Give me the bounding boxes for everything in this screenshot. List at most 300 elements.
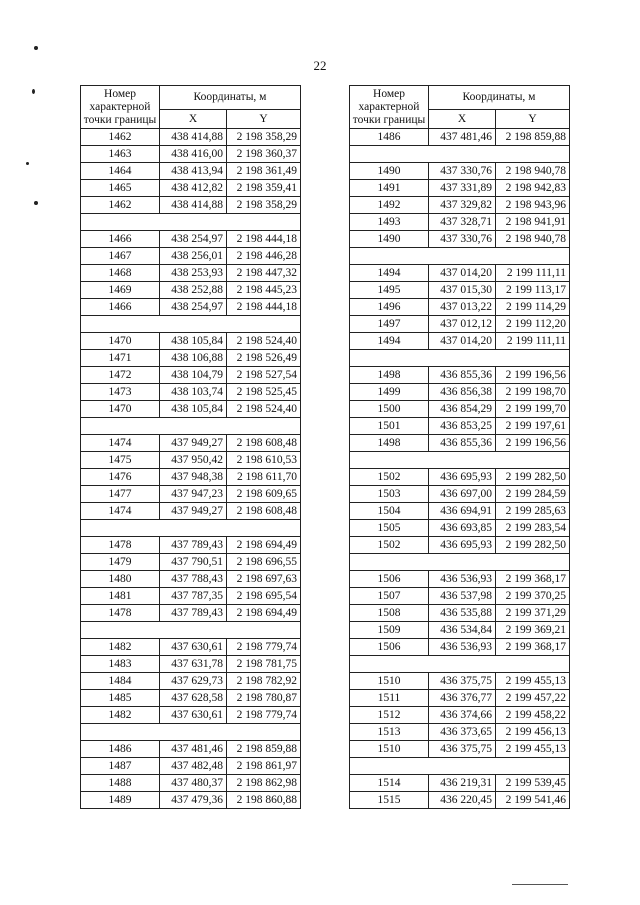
x-coordinate-cell: 436 854,29 (429, 401, 496, 418)
x-coordinate-cell: 437 789,43 (160, 537, 227, 554)
table-row (81, 486, 301, 503)
y-coordinate-cell: 2 199 368,17 (496, 639, 570, 656)
x-coordinate-cell: 438 104,79 (160, 367, 227, 384)
x-coordinate-cell: 438 254,97 (160, 299, 227, 316)
x-coordinate-cell: 437 480,37 (160, 775, 227, 792)
point-number-cell: 1474 (81, 435, 160, 452)
table-row (350, 486, 570, 503)
x-coordinate-cell: 437 014,20 (429, 333, 496, 350)
point-number-cell: 1500 (350, 401, 429, 418)
y-coordinate-cell: 2 198 524,40 (227, 401, 301, 418)
y-coordinate-cell: 2 198 359,41 (227, 180, 301, 197)
y-coordinate-cell: 2 199 197,61 (496, 418, 570, 435)
separator-cell (81, 520, 301, 537)
point-number-cell: 1501 (350, 418, 429, 435)
table-row (81, 129, 301, 146)
x-coordinate-cell: 437 629,73 (160, 673, 227, 690)
x-coordinate-cell: 438 106,88 (160, 350, 227, 367)
point-number-cell: 1470 (81, 401, 160, 418)
x-coordinate-cell: 438 413,94 (160, 163, 227, 180)
separator-cell (81, 724, 301, 741)
x-coordinate-cell: 436 535,88 (429, 605, 496, 622)
separator-row (350, 656, 570, 673)
table-row (81, 384, 301, 401)
coordinates-table-right (349, 85, 570, 809)
point-number-cell: 1482 (81, 639, 160, 656)
x-coordinate-cell: 437 481,46 (160, 741, 227, 758)
x-coordinate-cell: 437 631,78 (160, 656, 227, 673)
header-point-number: Номер характерной точки границы (350, 86, 429, 129)
table-row (81, 367, 301, 384)
point-number-cell: 1464 (81, 163, 160, 180)
separator-cell (350, 146, 570, 163)
point-number-cell: 1495 (350, 282, 429, 299)
point-number-cell: 1475 (81, 452, 160, 469)
separator-row (81, 724, 301, 741)
table-row (350, 282, 570, 299)
y-coordinate-cell: 2 198 940,78 (496, 163, 570, 180)
y-coordinate-cell: 2 198 779,74 (227, 639, 301, 656)
header-y: Y (227, 110, 301, 129)
y-coordinate-cell: 2 198 779,74 (227, 707, 301, 724)
x-coordinate-cell: 437 947,23 (160, 486, 227, 503)
y-coordinate-cell: 2 198 358,29 (227, 197, 301, 214)
table-row (81, 639, 301, 656)
y-coordinate-cell: 2 198 608,48 (227, 503, 301, 520)
table-row (350, 384, 570, 401)
table-row (81, 401, 301, 418)
x-coordinate-cell: 437 630,61 (160, 707, 227, 724)
separator-cell (81, 622, 301, 639)
x-coordinate-cell: 436 693,85 (429, 520, 496, 537)
table-row (81, 656, 301, 673)
table-row (350, 639, 570, 656)
table-row (350, 197, 570, 214)
margin-mark (34, 46, 38, 50)
y-coordinate-cell: 2 199 457,22 (496, 690, 570, 707)
y-coordinate-cell: 2 198 444,18 (227, 231, 301, 248)
point-number-cell: 1503 (350, 486, 429, 503)
point-number-cell: 1471 (81, 350, 160, 367)
y-coordinate-cell: 2 199 539,45 (496, 775, 570, 792)
x-coordinate-cell: 437 948,38 (160, 469, 227, 486)
margin-mark (26, 162, 29, 165)
y-coordinate-cell: 2 198 696,55 (227, 554, 301, 571)
point-number-cell: 1485 (81, 690, 160, 707)
y-coordinate-cell: 2 198 610,53 (227, 452, 301, 469)
x-coordinate-cell: 438 105,84 (160, 401, 227, 418)
x-coordinate-cell: 436 536,93 (429, 571, 496, 588)
table-row (81, 146, 301, 163)
separator-cell (81, 418, 301, 435)
table-row (81, 741, 301, 758)
y-coordinate-cell: 2 198 609,65 (227, 486, 301, 503)
point-number-cell: 1478 (81, 605, 160, 622)
y-coordinate-cell: 2 198 940,78 (496, 231, 570, 248)
table-row (81, 248, 301, 265)
table-row (350, 418, 570, 435)
table-row (81, 775, 301, 792)
table-row (81, 588, 301, 605)
table-row (350, 129, 570, 146)
table-row (350, 435, 570, 452)
separator-row (350, 758, 570, 775)
y-coordinate-cell: 2 198 358,29 (227, 129, 301, 146)
y-coordinate-cell: 2 199 455,13 (496, 741, 570, 758)
y-coordinate-cell: 2 198 361,49 (227, 163, 301, 180)
point-number-cell: 1473 (81, 384, 160, 401)
table-row (350, 520, 570, 537)
separator-cell (81, 316, 301, 333)
table-row (350, 214, 570, 231)
x-coordinate-cell: 437 329,82 (429, 197, 496, 214)
separator-cell (81, 214, 301, 231)
x-coordinate-cell: 438 256,01 (160, 248, 227, 265)
y-coordinate-cell: 2 199 196,56 (496, 367, 570, 384)
x-coordinate-cell: 438 254,97 (160, 231, 227, 248)
y-coordinate-cell: 2 199 282,50 (496, 469, 570, 486)
table-row (350, 707, 570, 724)
y-coordinate-cell: 2 198 781,75 (227, 656, 301, 673)
x-coordinate-cell: 438 103,74 (160, 384, 227, 401)
table-row (350, 741, 570, 758)
y-coordinate-cell: 2 199 282,50 (496, 537, 570, 554)
table-row (350, 792, 570, 809)
x-coordinate-cell: 438 105,84 (160, 333, 227, 350)
point-number-cell: 1510 (350, 673, 429, 690)
table-row (350, 367, 570, 384)
coordinates-table-left (80, 85, 301, 809)
table-row (81, 707, 301, 724)
x-coordinate-cell: 436 373,65 (429, 724, 496, 741)
y-coordinate-cell: 2 199 541,46 (496, 792, 570, 809)
y-coordinate-cell: 2 198 859,88 (496, 129, 570, 146)
x-coordinate-cell: 437 012,12 (429, 316, 496, 333)
table-row (81, 333, 301, 350)
separator-row (81, 316, 301, 333)
point-number-cell: 1477 (81, 486, 160, 503)
separator-cell (350, 656, 570, 673)
x-coordinate-cell: 438 414,88 (160, 197, 227, 214)
point-number-cell: 1512 (350, 707, 429, 724)
x-coordinate-cell: 437 790,51 (160, 554, 227, 571)
point-number-cell: 1467 (81, 248, 160, 265)
separator-row (350, 248, 570, 265)
point-number-cell: 1505 (350, 520, 429, 537)
point-number-cell: 1513 (350, 724, 429, 741)
point-number-cell: 1504 (350, 503, 429, 520)
y-coordinate-cell: 2 198 447,32 (227, 265, 301, 282)
y-coordinate-cell: 2 198 697,63 (227, 571, 301, 588)
point-number-cell: 1466 (81, 299, 160, 316)
y-coordinate-cell: 2 199 199,70 (496, 401, 570, 418)
point-number-cell: 1514 (350, 775, 429, 792)
y-coordinate-cell: 2 199 371,29 (496, 605, 570, 622)
y-coordinate-cell: 2 198 445,23 (227, 282, 301, 299)
table-row (350, 775, 570, 792)
point-number-cell: 1502 (350, 469, 429, 486)
x-coordinate-cell: 437 787,35 (160, 588, 227, 605)
point-number-cell: 1484 (81, 673, 160, 690)
table-row (350, 503, 570, 520)
x-coordinate-cell: 436 853,25 (429, 418, 496, 435)
table-row (350, 299, 570, 316)
separator-row (350, 554, 570, 571)
y-coordinate-cell: 2 199 458,22 (496, 707, 570, 724)
table-row (81, 231, 301, 248)
x-coordinate-cell: 438 253,93 (160, 265, 227, 282)
x-coordinate-cell: 437 628,58 (160, 690, 227, 707)
page-number: 22 (313, 58, 327, 73)
table-row (350, 333, 570, 350)
x-coordinate-cell: 437 949,27 (160, 435, 227, 452)
x-coordinate-cell: 437 630,61 (160, 639, 227, 656)
y-coordinate-cell: 2 198 694,49 (227, 605, 301, 622)
y-coordinate-cell: 2 198 608,48 (227, 435, 301, 452)
separator-row (350, 146, 570, 163)
point-number-cell: 1466 (81, 231, 160, 248)
point-number-cell: 1487 (81, 758, 160, 775)
point-number-cell: 1489 (81, 792, 160, 809)
margin-mark (32, 89, 35, 94)
point-number-cell: 1470 (81, 333, 160, 350)
x-coordinate-cell: 436 220,45 (429, 792, 496, 809)
point-number-cell: 1490 (350, 163, 429, 180)
point-number-cell: 1468 (81, 265, 160, 282)
x-coordinate-cell: 436 694,91 (429, 503, 496, 520)
y-coordinate-cell: 2 198 862,98 (227, 775, 301, 792)
y-coordinate-cell: 2 198 859,88 (227, 741, 301, 758)
y-coordinate-cell: 2 199 456,13 (496, 724, 570, 741)
separator-row (81, 622, 301, 639)
x-coordinate-cell: 437 013,22 (429, 299, 496, 316)
x-coordinate-cell: 438 414,88 (160, 129, 227, 146)
point-number-cell: 1462 (81, 129, 160, 146)
x-coordinate-cell: 437 328,71 (429, 214, 496, 231)
point-number-cell: 1472 (81, 367, 160, 384)
x-coordinate-cell: 436 856,38 (429, 384, 496, 401)
x-coordinate-cell: 436 375,75 (429, 673, 496, 690)
x-coordinate-cell: 438 252,88 (160, 282, 227, 299)
point-number-cell: 1506 (350, 571, 429, 588)
point-number-cell: 1511 (350, 690, 429, 707)
y-coordinate-cell: 2 199 455,13 (496, 673, 570, 690)
table-row (81, 469, 301, 486)
table-row (81, 690, 301, 707)
point-number-cell: 1494 (350, 333, 429, 350)
y-coordinate-cell: 2 198 526,49 (227, 350, 301, 367)
table-row (81, 350, 301, 367)
table-row (81, 792, 301, 809)
table-row (81, 197, 301, 214)
point-number-cell: 1506 (350, 639, 429, 656)
y-coordinate-cell: 2 198 695,54 (227, 588, 301, 605)
table-row (81, 673, 301, 690)
x-coordinate-cell: 437 481,46 (429, 129, 496, 146)
header-coordinates: Координаты, м (160, 86, 301, 110)
y-coordinate-cell: 2 198 524,40 (227, 333, 301, 350)
table-row (350, 401, 570, 418)
point-number-cell: 1481 (81, 588, 160, 605)
point-number-cell: 1490 (350, 231, 429, 248)
table-row (350, 537, 570, 554)
point-number-cell: 1479 (81, 554, 160, 571)
x-coordinate-cell: 436 536,93 (429, 639, 496, 656)
x-coordinate-cell: 437 949,27 (160, 503, 227, 520)
x-coordinate-cell: 436 695,93 (429, 469, 496, 486)
table-row (350, 571, 570, 588)
table-row (81, 299, 301, 316)
point-number-cell: 1507 (350, 588, 429, 605)
point-number-cell: 1491 (350, 180, 429, 197)
point-number-cell: 1476 (81, 469, 160, 486)
x-coordinate-cell: 437 950,42 (160, 452, 227, 469)
table-row (350, 622, 570, 639)
table-row (350, 469, 570, 486)
table-row (81, 554, 301, 571)
y-coordinate-cell: 2 198 360,37 (227, 146, 301, 163)
y-coordinate-cell: 2 198 444,18 (227, 299, 301, 316)
separator-cell (350, 350, 570, 367)
point-number-cell: 1494 (350, 265, 429, 282)
y-coordinate-cell: 2 198 780,87 (227, 690, 301, 707)
table-row (81, 758, 301, 775)
table-row (350, 588, 570, 605)
table-row (81, 503, 301, 520)
header-x: X (160, 110, 227, 129)
table-row (81, 265, 301, 282)
x-coordinate-cell: 436 855,36 (429, 435, 496, 452)
x-coordinate-cell: 438 416,00 (160, 146, 227, 163)
table-row (350, 316, 570, 333)
point-number-cell: 1482 (81, 707, 160, 724)
point-number-cell: 1515 (350, 792, 429, 809)
x-coordinate-cell: 437 479,36 (160, 792, 227, 809)
y-coordinate-cell: 2 199 283,54 (496, 520, 570, 537)
x-coordinate-cell: 437 331,89 (429, 180, 496, 197)
point-number-cell: 1508 (350, 605, 429, 622)
table-row (81, 537, 301, 554)
x-coordinate-cell: 438 412,82 (160, 180, 227, 197)
separator-row (350, 452, 570, 469)
separator-cell (350, 452, 570, 469)
table-row (81, 435, 301, 452)
point-number-cell: 1497 (350, 316, 429, 333)
point-number-cell: 1499 (350, 384, 429, 401)
separator-row (81, 214, 301, 231)
table-row (350, 231, 570, 248)
header-x: X (429, 110, 496, 129)
table-row (81, 180, 301, 197)
point-number-cell: 1483 (81, 656, 160, 673)
y-coordinate-cell: 2 199 198,70 (496, 384, 570, 401)
table-row (81, 452, 301, 469)
y-coordinate-cell: 2 199 113,17 (496, 282, 570, 299)
footer-line (512, 884, 568, 885)
table-row (350, 605, 570, 622)
x-coordinate-cell: 437 014,20 (429, 265, 496, 282)
y-coordinate-cell: 2 198 860,88 (227, 792, 301, 809)
x-coordinate-cell: 436 534,84 (429, 622, 496, 639)
separator-cell (350, 758, 570, 775)
point-number-cell: 1498 (350, 367, 429, 384)
table-row (81, 571, 301, 588)
x-coordinate-cell: 436 695,93 (429, 537, 496, 554)
x-coordinate-cell: 437 788,43 (160, 571, 227, 588)
point-number-cell: 1510 (350, 741, 429, 758)
header-coordinates: Координаты, м (429, 86, 570, 110)
separator-row (81, 418, 301, 435)
y-coordinate-cell: 2 199 111,11 (496, 265, 570, 282)
x-coordinate-cell: 437 482,48 (160, 758, 227, 775)
y-coordinate-cell: 2 198 527,54 (227, 367, 301, 384)
point-number-cell: 1465 (81, 180, 160, 197)
y-coordinate-cell: 2 198 446,28 (227, 248, 301, 265)
point-number-cell: 1463 (81, 146, 160, 163)
y-coordinate-cell: 2 199 111,11 (496, 333, 570, 350)
y-coordinate-cell: 2 199 114,29 (496, 299, 570, 316)
y-coordinate-cell: 2 198 941,91 (496, 214, 570, 231)
point-number-cell: 1492 (350, 197, 429, 214)
point-number-cell: 1496 (350, 299, 429, 316)
table-row (350, 673, 570, 690)
point-number-cell: 1474 (81, 503, 160, 520)
x-coordinate-cell: 436 855,36 (429, 367, 496, 384)
x-coordinate-cell: 436 219,31 (429, 775, 496, 792)
y-coordinate-cell: 2 199 369,21 (496, 622, 570, 639)
table-row (350, 724, 570, 741)
point-number-cell: 1488 (81, 775, 160, 792)
table-row (350, 690, 570, 707)
table-row (350, 163, 570, 180)
separator-row (81, 520, 301, 537)
y-coordinate-cell: 2 198 782,92 (227, 673, 301, 690)
y-coordinate-cell: 2 199 285,63 (496, 503, 570, 520)
margin-mark (34, 201, 38, 205)
x-coordinate-cell: 436 697,00 (429, 486, 496, 503)
x-coordinate-cell: 436 537,98 (429, 588, 496, 605)
point-number-cell: 1493 (350, 214, 429, 231)
y-coordinate-cell: 2 198 943,96 (496, 197, 570, 214)
point-number-cell: 1480 (81, 571, 160, 588)
point-number-cell: 1469 (81, 282, 160, 299)
header-y: Y (496, 110, 570, 129)
y-coordinate-cell: 2 198 861,97 (227, 758, 301, 775)
x-coordinate-cell: 437 789,43 (160, 605, 227, 622)
y-coordinate-cell: 2 199 112,20 (496, 316, 570, 333)
y-coordinate-cell: 2 199 368,17 (496, 571, 570, 588)
y-coordinate-cell: 2 198 611,70 (227, 469, 301, 486)
x-coordinate-cell: 437 330,76 (429, 231, 496, 248)
x-coordinate-cell: 436 375,75 (429, 741, 496, 758)
table-row (350, 180, 570, 197)
table-row (81, 282, 301, 299)
y-coordinate-cell: 2 198 942,83 (496, 180, 570, 197)
y-coordinate-cell: 2 198 525,45 (227, 384, 301, 401)
point-number-cell: 1486 (81, 741, 160, 758)
y-coordinate-cell: 2 199 196,56 (496, 435, 570, 452)
y-coordinate-cell: 2 198 694,49 (227, 537, 301, 554)
separator-cell (350, 248, 570, 265)
x-coordinate-cell: 436 374,66 (429, 707, 496, 724)
y-coordinate-cell: 2 199 370,25 (496, 588, 570, 605)
x-coordinate-cell: 437 330,76 (429, 163, 496, 180)
x-coordinate-cell: 436 376,77 (429, 690, 496, 707)
y-coordinate-cell: 2 199 284,59 (496, 486, 570, 503)
x-coordinate-cell: 437 015,30 (429, 282, 496, 299)
separator-row (350, 350, 570, 367)
table-row (81, 163, 301, 180)
